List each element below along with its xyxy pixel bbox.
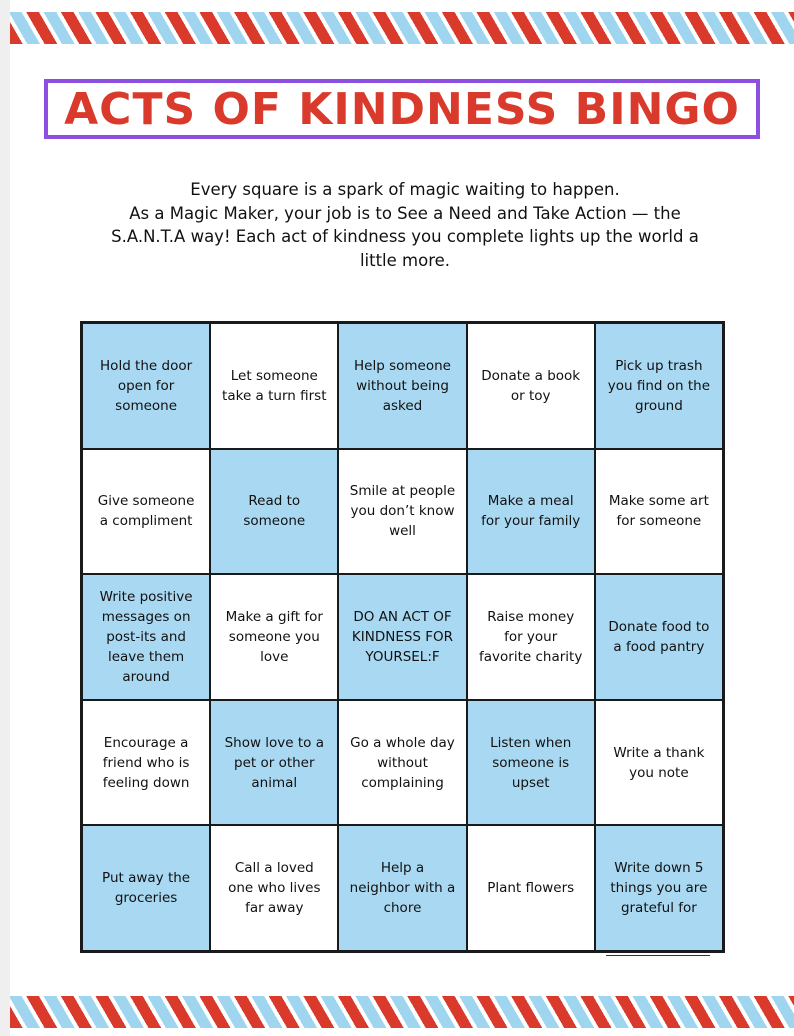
intro-paragraph (80, 178, 730, 272)
bingo-square: Write down 5 things you are grateful for (595, 825, 723, 951)
page-title: ACTS OF KINDNESS BINGO (64, 83, 740, 135)
bottom-candy-stripe-border (10, 996, 794, 1028)
bingo-square: Help someone without being asked (338, 323, 466, 449)
bingo-square: Listen when someone is upset (467, 700, 595, 826)
bingo-square: Encourage a friend who is feeling down (82, 700, 210, 826)
signature-line (606, 955, 710, 956)
bingo-square: Put away the groceries (82, 825, 210, 951)
bingo-square: Donate food to a food pantry (595, 574, 723, 700)
title-frame (44, 79, 760, 139)
intro-line-2: As a Magic Maker, your job is to See a Need and Take Action — the (129, 203, 681, 223)
bingo-square: DO AN ACT OF KINDNESS FOR YOURSEL:F (338, 574, 466, 700)
bingo-square: Raise money for your favorite charity (467, 574, 595, 700)
worksheet-page (10, 0, 794, 1036)
bingo-square: Smile at people you don’t know well (338, 449, 466, 575)
bingo-square: Write positive messages on post-its and leave them around (82, 574, 210, 700)
intro-line-4: little more. (359, 250, 451, 270)
bingo-square: Let someone take a turn first (210, 323, 338, 449)
bingo-square: Go a whole day without complaining (338, 700, 466, 826)
bingo-square: Pick up trash you find on the ground (595, 323, 723, 449)
bingo-square: Write a thank you note (595, 700, 723, 826)
bingo-square: Give someone a compliment (82, 449, 210, 575)
intro-line-1: Every square is a spark of magic waiting to happen. (190, 180, 620, 199)
bingo-square: Make a gift for someone you love (210, 574, 338, 700)
bingo-square: Hold the door open for someone (82, 323, 210, 449)
bingo-square: Help a neighbor with a chore (338, 825, 466, 951)
bingo-square: Plant flowers (467, 825, 595, 951)
bingo-square: Donate a book or toy (467, 323, 595, 449)
bingo-square: Show love to a pet or other animal (210, 700, 338, 826)
intro-line-3: S.A.N.T.A way! Each act of kindness you complete lights up the world a (111, 227, 699, 246)
bingo-square: Make some art for someone (595, 449, 723, 575)
top-candy-stripe-border (10, 12, 794, 44)
bingo-square: Call a loved one who lives far away (210, 825, 338, 951)
bingo-square: Read to someone (210, 449, 338, 575)
bingo-grid (80, 321, 725, 953)
bingo-square: Make a meal for your family (467, 449, 595, 575)
